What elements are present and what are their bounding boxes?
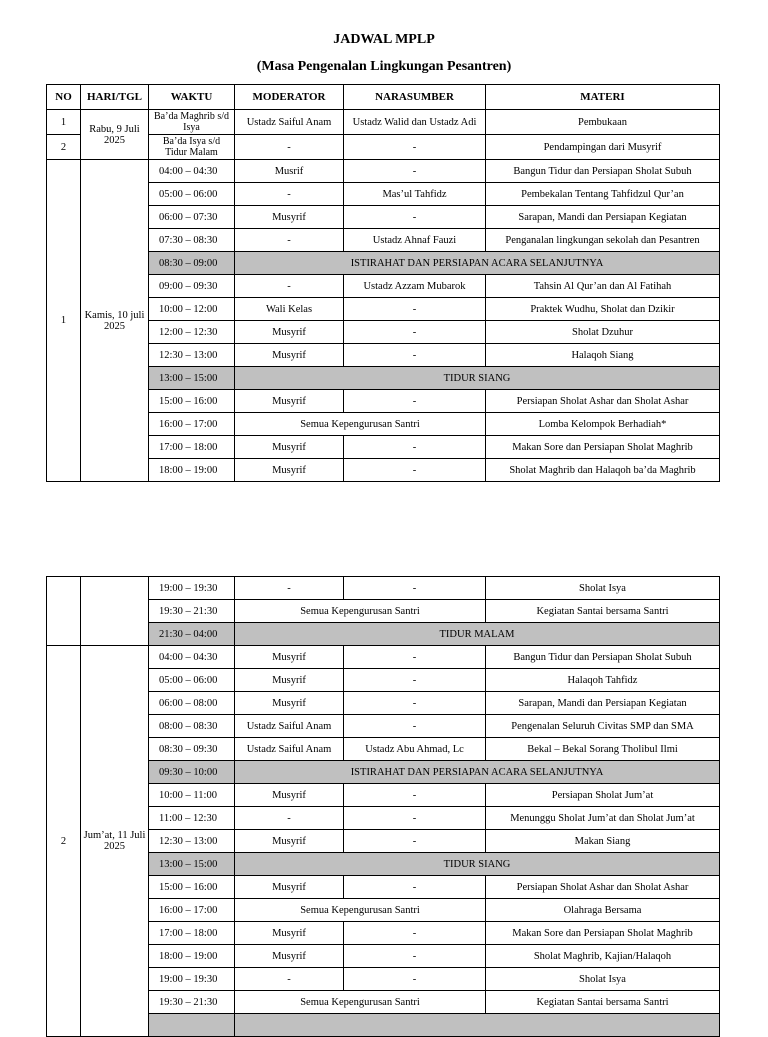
moderator-narasumber-cell: Semua Kepengurusan Santri [235,899,486,922]
moderator-cell: Musyrif [235,692,344,715]
time-cell: 16:00 – 17:00 [149,899,235,922]
materi-cell: Makan Siang [486,830,720,853]
col-header-hari: HARI/TGL [81,85,149,110]
materi-cell: Pengenalan Seluruh Civitas SMP dan SMA [486,715,720,738]
break-cell: ISTIRAHAT DAN PERSIAPAN ACARA SELANJUTNYA [235,761,720,784]
time-cell: 18:00 – 19:00 [149,945,235,968]
moderator-cell: Musyrif [235,459,344,482]
time-cell: 06:00 – 07:30 [149,206,235,229]
materi-cell: Bangun Tidur dan Persiapan Sholat Subuh [486,160,720,183]
time-cell: 08:30 – 09:30 [149,738,235,761]
moderator-cell: Musyrif [235,830,344,853]
narasumber-cell: - [344,459,486,482]
moderator-cell: Musyrif [235,669,344,692]
moderator-cell: Musyrif [235,344,344,367]
table-header-row [47,85,720,110]
moderator-cell: - [235,275,344,298]
materi-cell: Sarapan, Mandi dan Persiapan Kegiatan [486,692,720,715]
no-cell: 1 [47,160,81,482]
narasumber-cell: - [344,830,486,853]
narasumber-cell: - [344,577,486,600]
materi-cell: Makan Sore dan Persiapan Sholat Maghrib [486,922,720,945]
moderator-cell: - [235,183,344,206]
narasumber-cell: - [344,669,486,692]
narasumber-cell: - [344,344,486,367]
moderator-cell: Musyrif [235,390,344,413]
materi-cell: Sholat Isya [486,577,720,600]
materi-cell: Sarapan, Mandi dan Persiapan Kegiatan [486,206,720,229]
moderator-cell: Wali Kelas [235,298,344,321]
materi-cell: Lomba Kelompok Berhadiah* [486,413,720,436]
time-cell: 19:00 – 19:30 [149,577,235,600]
narasumber-cell: - [344,807,486,830]
day-cell: Kamis, 10 juli 2025 [81,160,149,482]
time-cell: 21:30 – 04:00 [149,623,235,646]
materi-cell: Halaqoh Tahfidz [486,669,720,692]
col-header-waktu: WAKTU [149,85,235,110]
materi-cell: Pembukaan [486,110,720,135]
narasumber-cell: Mas’ul Tahfidz [344,183,486,206]
time-cell: 13:00 – 15:00 [149,853,235,876]
narasumber-cell: - [344,206,486,229]
time-cell: 12:30 – 13:00 [149,830,235,853]
narasumber-cell: - [344,160,486,183]
materi-cell: Sholat Maghrib dan Halaqoh ba’da Maghrib [486,459,720,482]
time-cell: 16:00 – 17:00 [149,413,235,436]
col-header-no: NO [47,85,81,110]
table-row [47,646,720,669]
day-cell [81,577,149,646]
time-cell: 12:00 – 12:30 [149,321,235,344]
time-cell: 12:30 – 13:00 [149,344,235,367]
time-cell: 17:00 – 18:00 [149,922,235,945]
schedule-table-1 [46,84,720,482]
moderator-cell: - [235,135,344,160]
moderator-cell: Ustadz Saiful Anam [235,738,344,761]
time-cell: 13:00 – 15:00 [149,367,235,390]
day-cell: Jum’at, 11 Juli 2025 [81,646,149,1037]
time-cell: 04:00 – 04:30 [149,646,235,669]
moderator-cell: Musyrif [235,436,344,459]
time-cell: 05:00 – 06:00 [149,669,235,692]
narasumber-cell: - [344,968,486,991]
materi-cell: Menunggu Sholat Jum’at dan Sholat Jum’at [486,807,720,830]
narasumber-cell: Ustadz Abu Ahmad, Lc [344,738,486,761]
narasumber-cell: Ustadz Azzam Mubarok [344,275,486,298]
materi-cell: Kegiatan Santai bersama Santri [486,991,720,1014]
narasumber-cell: Ustadz Walid dan Ustadz Adi [344,110,486,135]
narasumber-cell: - [344,321,486,344]
no-cell: 2 [47,135,81,160]
moderator-cell: Musyrif [235,922,344,945]
day-cell: Rabu, 9 Juli 2025 [81,110,149,160]
materi-cell: Sholat Maghrib, Kajian/Halaqoh [486,945,720,968]
materi-cell: Sholat Dzuhur [486,321,720,344]
no-cell [47,577,81,646]
materi-cell: Halaqoh Siang [486,344,720,367]
time-cell: 11:00 – 12:30 [149,807,235,830]
moderator-narasumber-cell: Semua Kepengurusan Santri [235,600,486,623]
materi-cell: Pendampingan dari Musyrif [486,135,720,160]
narasumber-cell: - [344,646,486,669]
narasumber-cell: - [344,436,486,459]
moderator-narasumber-cell: Semua Kepengurusan Santri [235,413,486,436]
narasumber-cell: - [344,876,486,899]
narasumber-cell: - [344,390,486,413]
materi-cell: Bekal – Bekal Sorang Tholibul Ilmi [486,738,720,761]
materi-cell: Bangun Tidur dan Persiapan Sholat Subuh [486,646,720,669]
moderator-cell: Musyrif [235,206,344,229]
narasumber-cell: - [344,298,486,321]
break-cell: TIDUR SIANG [235,367,720,390]
moderator-cell: - [235,577,344,600]
time-cell: 10:00 – 11:00 [149,784,235,807]
break-cell: ISTIRAHAT DAN PERSIAPAN ACARA SELANJUTNYA [235,252,720,275]
col-header-moderator: MODERATOR [235,85,344,110]
page-subtitle: (Masa Pengenalan Lingkungan Pesantren) [256,59,512,74]
time-cell: 06:00 – 08:00 [149,692,235,715]
time-cell: Ba’da Maghrib s/d Isya [149,110,235,135]
moderator-cell: Ustadz Saiful Anam [235,715,344,738]
col-header-narasumber: NARASUMBER [344,85,486,110]
moderator-cell: Musyrif [235,321,344,344]
materi-cell: Kegiatan Santai bersama Santri [486,600,720,623]
moderator-cell: Musyrif [235,784,344,807]
break-cell: TIDUR MALAM [235,623,720,646]
moderator-cell: Musyrif [235,876,344,899]
time-cell: 19:00 – 19:30 [149,968,235,991]
table-row [47,110,720,135]
no-cell: 1 [47,110,81,135]
time-cell: Ba’da Isya s/d Tidur Malam [149,135,235,160]
time-cell: 04:00 – 04:30 [149,160,235,183]
narasumber-cell: - [344,784,486,807]
narasumber-cell: - [344,715,486,738]
table-row [47,577,720,600]
narasumber-cell: Ustadz Ahnaf Fauzi [344,229,486,252]
moderator-cell: Musyrif [235,945,344,968]
time-cell: 09:30 – 10:00 [149,761,235,784]
page-title: JADWAL MPLP [333,32,435,47]
time-cell: 07:30 – 08:30 [149,229,235,252]
moderator-cell: Musyrif [235,646,344,669]
materi-cell: Persiapan Sholat Ashar dan Sholat Ashar [486,390,720,413]
time-cell: 10:00 – 12:00 [149,298,235,321]
narasumber-cell: - [344,135,486,160]
moderator-cell: - [235,807,344,830]
schedule-table-2 [46,576,720,1037]
break-cell: TIDUR SIANG [235,853,720,876]
moderator-cell: Ustadz Saiful Anam [235,110,344,135]
materi-cell: Praktek Wudhu, Sholat dan Dzikir [486,298,720,321]
no-cell: 2 [47,646,81,1037]
col-header-materi: MATERI [486,85,720,110]
time-cell [149,1014,235,1037]
moderator-narasumber-cell: Semua Kepengurusan Santri [235,991,486,1014]
moderator-cell: - [235,968,344,991]
time-cell: 15:00 – 16:00 [149,390,235,413]
time-cell: 19:30 – 21:30 [149,600,235,623]
time-cell: 19:30 – 21:30 [149,991,235,1014]
time-cell: 17:00 – 18:00 [149,436,235,459]
materi-cell: Penganalan lingkungan sekolah dan Pesantren [486,229,720,252]
moderator-cell: - [235,229,344,252]
table-row [47,160,720,183]
time-cell: 08:30 – 09:00 [149,252,235,275]
materi-cell: Makan Sore dan Persiapan Sholat Maghrib [486,436,720,459]
materi-cell: Persiapan Sholat Jum’at [486,784,720,807]
narasumber-cell: - [344,692,486,715]
time-cell: 15:00 – 16:00 [149,876,235,899]
narasumber-cell: - [344,945,486,968]
time-cell: 09:00 – 09:30 [149,275,235,298]
materi-cell: Sholat Isya [486,968,720,991]
materi-cell: Olahraga Bersama [486,899,720,922]
materi-cell: Persiapan Sholat Ashar dan Sholat Ashar [486,876,720,899]
break-cell [235,1014,720,1037]
time-cell: 08:00 – 08:30 [149,715,235,738]
time-cell: 05:00 – 06:00 [149,183,235,206]
time-cell: 18:00 – 19:00 [149,459,235,482]
moderator-cell: Musrif [235,160,344,183]
narasumber-cell: - [344,922,486,945]
materi-cell: Pembekalan Tentang Tahfidzul Qur’an [486,183,720,206]
materi-cell: Tahsin Al Qur’an dan Al Fatihah [486,275,720,298]
